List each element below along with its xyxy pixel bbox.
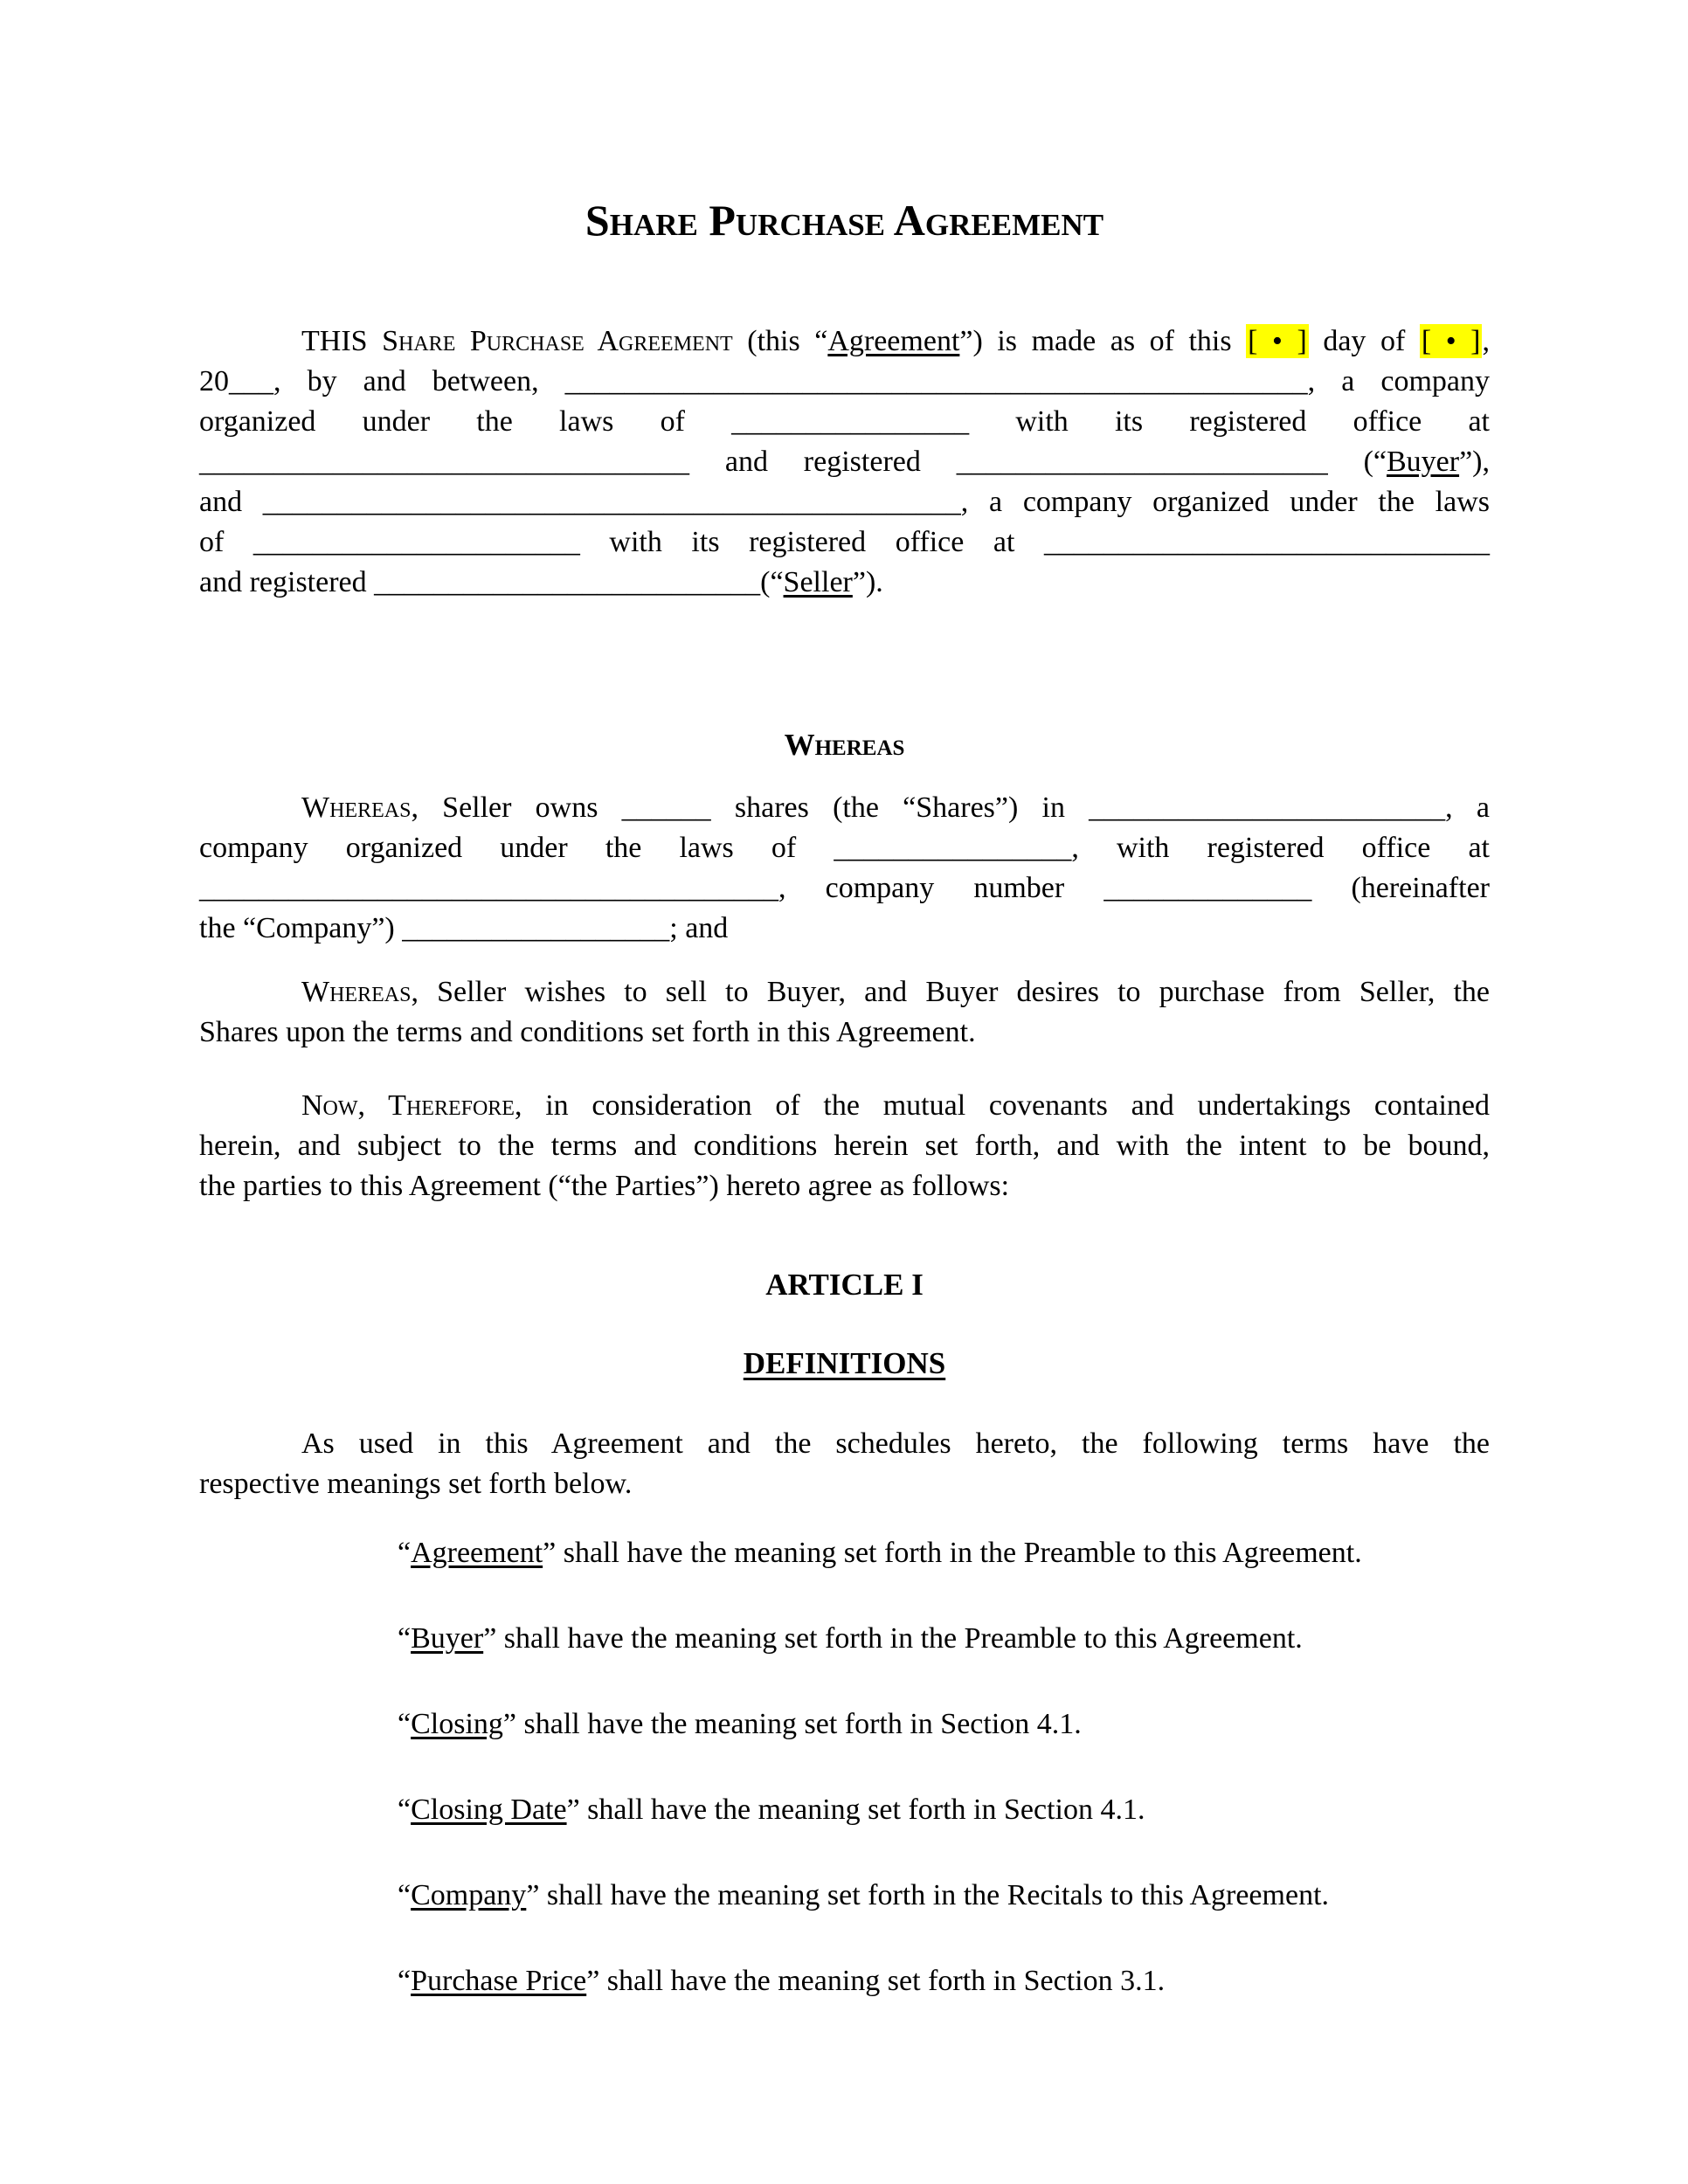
definition-item: [199, 1704, 1490, 1745]
definition-item: [199, 1876, 1490, 1916]
text-line: [199, 442, 1490, 482]
text-run: ”) is made as of this: [959, 325, 1247, 357]
defined-term: Closing: [411, 1708, 503, 1740]
document-title: Share Purchase Agreement: [585, 196, 1104, 245]
text-run: ” shall have the meaning set forth in the Preamble to this Agreement.: [543, 1537, 1362, 1569]
text-line: [199, 868, 1490, 909]
text-line: [199, 522, 1490, 563]
text-line: [199, 972, 1490, 1013]
text-run: , Seller wishes to sell to Buyer, and Buyer desires to purchase from Seller, the: [411, 976, 1490, 1008]
defined-term: Company: [411, 1879, 527, 1911]
text-run: “: [398, 1622, 412, 1655]
text-line: [199, 1013, 1490, 1053]
definitions-list: [199, 1533, 1490, 2047]
defined-term: Agreement: [411, 1537, 543, 1569]
text-run: THIS: [301, 325, 383, 357]
definition-item: [199, 1961, 1490, 2001]
text-run: ” shall have the meaning set forth in the Preamble to this Agreement.: [483, 1622, 1303, 1655]
text-run: of ______________________ with its registered office at ______________________________: [199, 526, 1490, 558]
text-line: [199, 909, 1490, 949]
text-line: [199, 482, 1490, 522]
text-line: [199, 1464, 1490, 1504]
text-line: [199, 788, 1490, 828]
highlighted-placeholder: [ • ]: [1421, 325, 1481, 357]
smallcaps-run: Whereas: [301, 791, 412, 824]
defined-term: Purchase Price: [411, 1965, 587, 1997]
text-run: ” shall have the meaning set forth in Section 4.1.: [502, 1708, 1082, 1740]
text-run: , in consideration of the mutual covenants and undertakings contained: [514, 1089, 1491, 1122]
text-run: ”),: [1459, 446, 1490, 478]
text-run: , Seller owns ______ shares (the “Shares”) in ________________________, a: [411, 791, 1490, 824]
text-run: “: [398, 1965, 412, 1997]
text-line: [199, 1086, 1490, 1126]
defined-term: Seller: [783, 566, 853, 598]
defined-term: Agreement: [827, 325, 960, 357]
text-line: [199, 1424, 1490, 1464]
text-line: [199, 1166, 1490, 1206]
text-run: “: [398, 1794, 412, 1826]
text-line: [199, 828, 1490, 868]
defined-term: Buyer: [411, 1622, 484, 1655]
definitions-heading: DEFINITIONS: [743, 1346, 946, 1380]
text-run: _________________________________ and registered _________________________ (“: [199, 446, 1387, 478]
highlighted-placeholder: [ • ]: [1248, 325, 1307, 357]
text-run: Shares upon the terms and conditions set forth in this Agreement.: [199, 1016, 976, 1048]
text-run: _______________________________________, company number ______________ (hereinafter: [199, 872, 1490, 904]
definition-item: [199, 1619, 1490, 1659]
text-run: the parties to this Agreement (“the Parties”) hereto agree as follows:: [199, 1170, 1010, 1202]
text-line: [199, 1126, 1490, 1166]
text-run: ”).: [852, 566, 883, 598]
smallcaps-run: Now, Therefore: [301, 1089, 515, 1122]
defined-term: Closing Date: [411, 1794, 567, 1826]
recital-sale-paragraph: [199, 972, 1490, 1053]
text-run: respective meanings set forth below.: [199, 1468, 633, 1500]
text-run: and registered __________________________(“: [199, 566, 784, 598]
text-run: company organized under the laws of ________________, with registered office at: [199, 832, 1490, 864]
smallcaps-run: Share Purchase Agreement: [382, 325, 733, 357]
text-run: ” shall have the meaning set forth in the Recitals to this Agreement.: [526, 1879, 1330, 1911]
text-line: [199, 402, 1490, 442]
now-therefore-paragraph: [199, 1086, 1490, 1206]
text-line: [199, 563, 1490, 603]
whereas-heading: Whereas: [784, 728, 905, 762]
text-run: As used in this Agreement and the schedules hereto, the following terms have the: [301, 1427, 1490, 1460]
text-run: ,: [1482, 325, 1490, 357]
text-run: ” shall have the meaning set forth in Section 4.1.: [566, 1794, 1145, 1826]
text-run: herein, and subject to the terms and conditions herein set forth, and with the intent to be bound,: [199, 1130, 1490, 1162]
recital-shares-paragraph: [199, 788, 1490, 949]
definitions-intro-paragraph: [199, 1424, 1490, 1504]
text-run: 20___, by and between, __________________________________________________, a company: [199, 365, 1490, 397]
text-line: [199, 321, 1490, 362]
text-run: “: [398, 1879, 412, 1911]
definition-item: [199, 1533, 1490, 1573]
text-run: organized under the laws of ________________ with its registered office at: [199, 405, 1490, 438]
article-heading: ARTICLE I: [765, 1268, 924, 1302]
text-run: “: [398, 1537, 412, 1569]
text-run: “: [398, 1708, 412, 1740]
preamble-paragraph: [199, 321, 1490, 603]
text-run: (this “: [732, 325, 828, 357]
smallcaps-run: Whereas: [301, 976, 412, 1008]
text-run: ” shall have the meaning set forth in Section 3.1.: [586, 1965, 1166, 1997]
text-line: [199, 362, 1490, 402]
defined-term: Buyer: [1386, 446, 1460, 478]
text-run: and _______________________________________________, a company organized under the laws: [199, 486, 1490, 518]
definition-item: [199, 1790, 1490, 1830]
text-run: the “Company”) __________________; and: [199, 912, 729, 944]
text-run: day of: [1308, 325, 1420, 357]
